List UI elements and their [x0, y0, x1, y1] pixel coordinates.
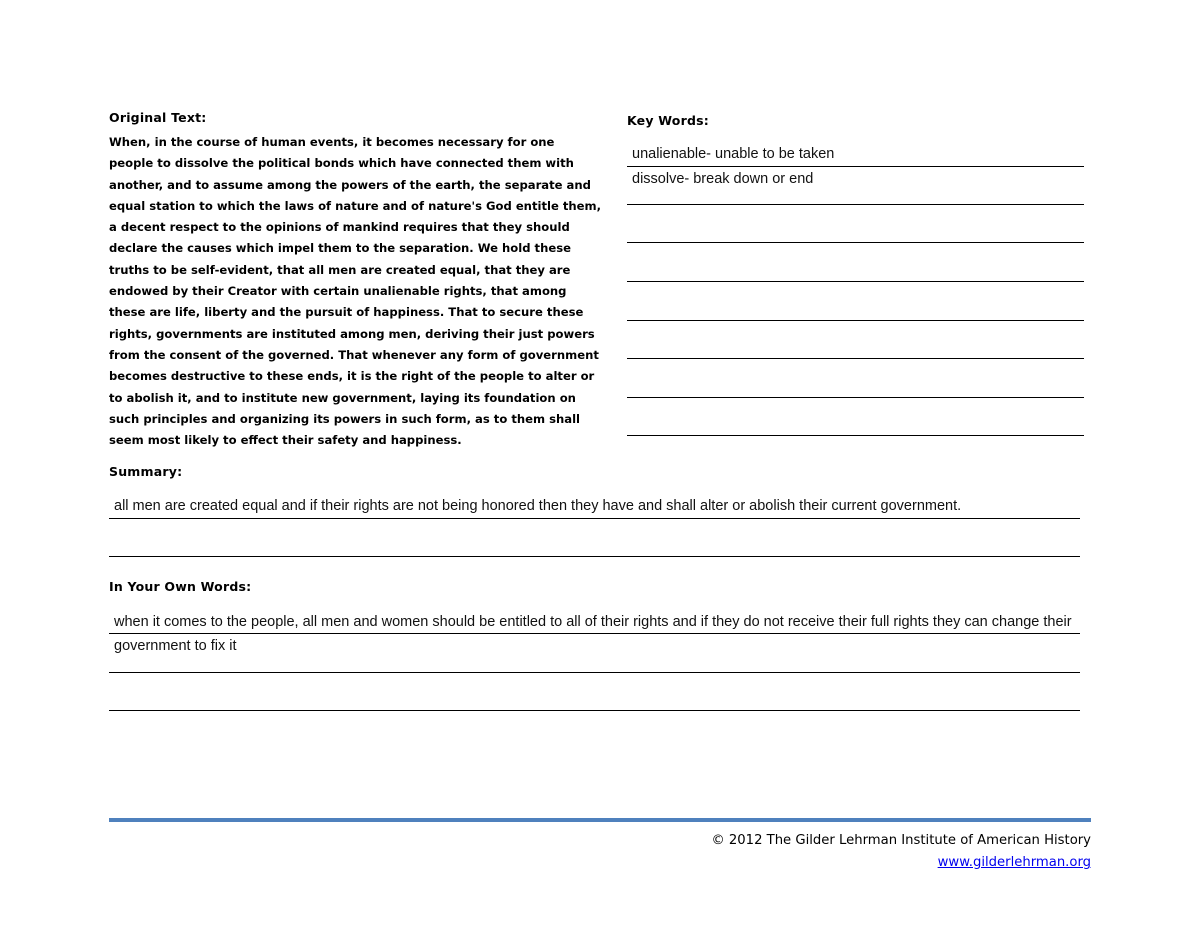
own-words-line — [109, 672, 1080, 673]
original-text-line: becomes destructive to these ends, it is the right of the people to alter or — [109, 369, 595, 384]
key-word-line — [627, 242, 1084, 243]
key-word-line — [627, 397, 1084, 398]
key-word-entry-1[interactable]: unalienable- unable to be taken — [632, 146, 835, 162]
key-word-entry-2[interactable]: dissolve- break down or end — [632, 171, 814, 187]
summary-heading: Summary: — [109, 464, 183, 479]
original-text-line: another, and to assume among the powers of the earth, the separate and — [109, 177, 591, 192]
original-text-line: truths to be self-evident, that all men are created equal, that they are — [109, 262, 571, 277]
own-words-text-line-1[interactable]: when it comes to the people, all men and women should be entitled to all of their rights and if they do not receive their full rights they can change their — [114, 614, 1072, 630]
original-text-heading: Original Text: — [109, 110, 207, 125]
footer-copyright: © 2012 The Gilder Lehrman Institute of American History — [711, 833, 1091, 848]
key-word-line — [627, 435, 1084, 436]
original-text-line: from the consent of the governed. That whenever any form of government — [109, 347, 599, 362]
key-word-line — [627, 204, 1084, 205]
key-word-line — [627, 166, 1084, 167]
own-words-text-line-2[interactable]: government to fix it — [114, 638, 237, 654]
own-words-line — [109, 710, 1080, 711]
original-text-body — [109, 132, 602, 451]
summary-text[interactable]: all men are created equal and if their rights are not being honored then they have and shall alter or abolish their current government. — [114, 498, 962, 514]
original-text-line: When, in the course of human events, it becomes necessary for one — [109, 135, 555, 149]
original-text-line: a decent respect to the opinions of mankind requires that they should — [109, 220, 570, 235]
footer-divider — [109, 818, 1091, 822]
own-words-heading: In Your Own Words: — [109, 579, 252, 594]
footer-website-link[interactable]: www.gilderlehrman.org — [937, 855, 1091, 870]
original-text-line: rights, governments are instituted among men, deriving their just powers — [109, 326, 595, 341]
original-text-line: endowed by their Creator with certain unalienable rights, that among — [109, 284, 567, 299]
summary-line — [109, 556, 1080, 557]
original-text-line: declare the causes which impel them to the separation. We hold these — [109, 241, 571, 256]
original-text-line: to abolish it, and to institute new government, laying its foundation on — [109, 390, 576, 405]
key-words-heading: Key Words: — [627, 113, 709, 128]
summary-line — [109, 518, 1080, 519]
original-text-line: these are life, liberty and the pursuit of happiness. That to secure these — [109, 305, 584, 320]
original-text-line: people to dissolve the political bonds which have connected them with — [109, 156, 574, 171]
key-word-line — [627, 358, 1084, 359]
key-word-line — [627, 320, 1084, 321]
original-text-line: seem most likely to effect their safety and happiness. — [109, 433, 462, 448]
original-text-line: equal station to which the laws of nature and of nature's God entitle them, — [109, 198, 602, 213]
key-word-line — [627, 281, 1084, 282]
original-text-line: such principles and organizing its powers in such form, as to them shall — [109, 411, 581, 426]
own-words-line — [109, 633, 1080, 634]
